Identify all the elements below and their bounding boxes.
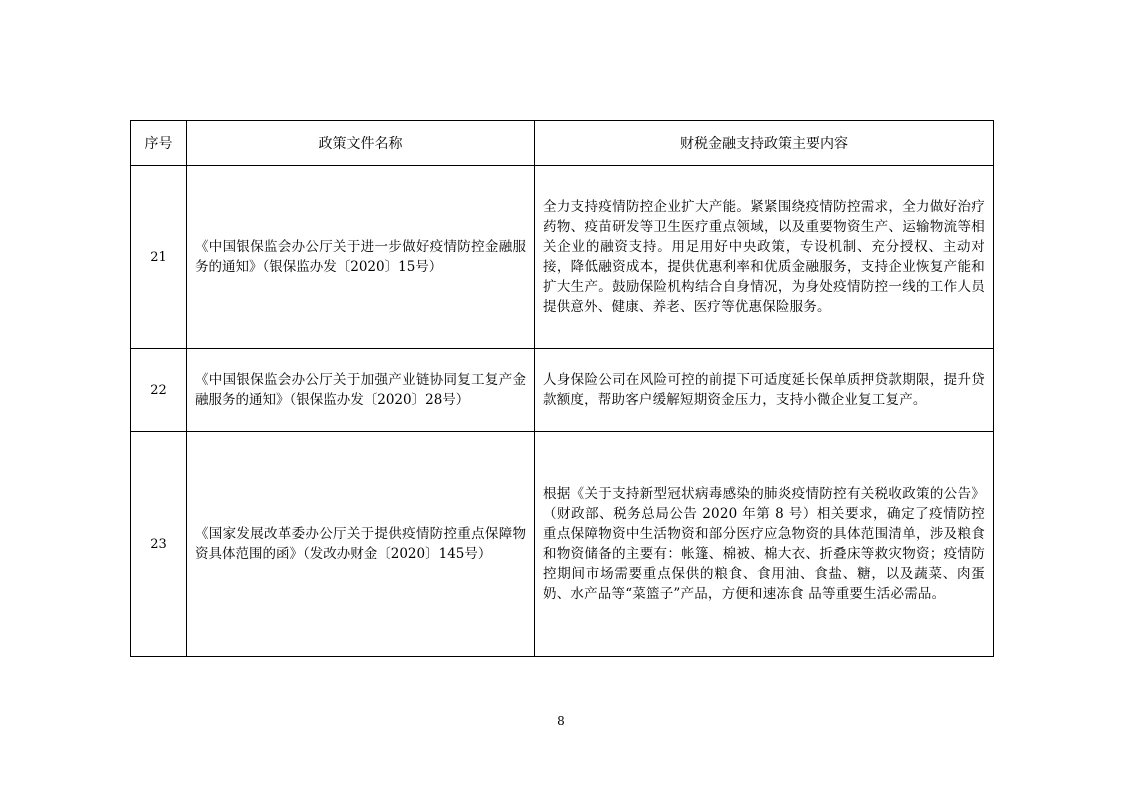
header-serial-number: 序号	[131, 121, 187, 166]
row-policy-document-name: 《中国银保监会办公厅关于进一步做好疫情防控金融服务的通知》（银保监办发〔2020〕15号）	[187, 166, 535, 349]
row-serial-number: 21	[131, 166, 187, 349]
table-row	[131, 349, 994, 432]
table-row	[131, 432, 994, 657]
row-policy-document-name: 《国家发展改革委办公厅关于提供疫情防控重点保障物资具体范围的函》（发改办财金〔2020〕145号）	[187, 432, 535, 657]
row-policy-main-content: 根据《关于支持新型冠状病毒感染的肺炎疫情防控有关税收政策的公告》（财政部、税务总局公告 2020 年第 8 号）相关要求，确定了疫情防控重点保障物资中生活物资和部分医疗应急物资的具体范围清单，涉及粮食和物资储备的主要有：帐篷、棉被、棉大衣、折叠床等救灾物资；疫情防控期间市场需要重点保供的粮食、食用油、食盐、糖，以及蔬菜、肉蛋奶、水产品等“菜篮子”产品，方便和速冻食 品等重要生活必需品。	[535, 432, 994, 657]
table-header-row	[131, 121, 994, 166]
row-serial-number: 23	[131, 432, 187, 657]
header-policy-main-content: 财税金融支持政策主要内容	[535, 121, 994, 166]
policy-table	[130, 120, 994, 657]
row-policy-main-content: 人身保险公司在风险可控的前提下可适度延长保单质押贷款期限，提升贷款额度，帮助客户缓解短期资金压力，支持小微企业复工复产。	[535, 349, 994, 432]
row-serial-number: 22	[131, 349, 187, 432]
table-row	[131, 166, 994, 349]
row-policy-document-name: 《中国银保监会办公厅关于加强产业链协同复工复产金融服务的通知》（银保监办发〔2020〕28号）	[187, 349, 535, 432]
page-number: 8	[557, 714, 565, 728]
row-policy-main-content: 全力支持疫情防控企业扩大产能。紧紧围绕疫情防控需求，全力做好治疗药物、疫苗研发等卫生医疗重点领域，以及重要物资生产、运输物流等相关企业的融资支持。用足用好中央政策，专设机制、充分授权、主动对接，降低融资成本，提供优惠利率和优质金融服务，支持企业恢复产能和扩大生产。鼓励保险机构结合自身情况，为身处疫情防控一线的工作人员提供意外、健康、养老、医疗等优惠保险服务。	[535, 166, 994, 349]
header-policy-document-name: 政策文件名称	[187, 121, 535, 166]
